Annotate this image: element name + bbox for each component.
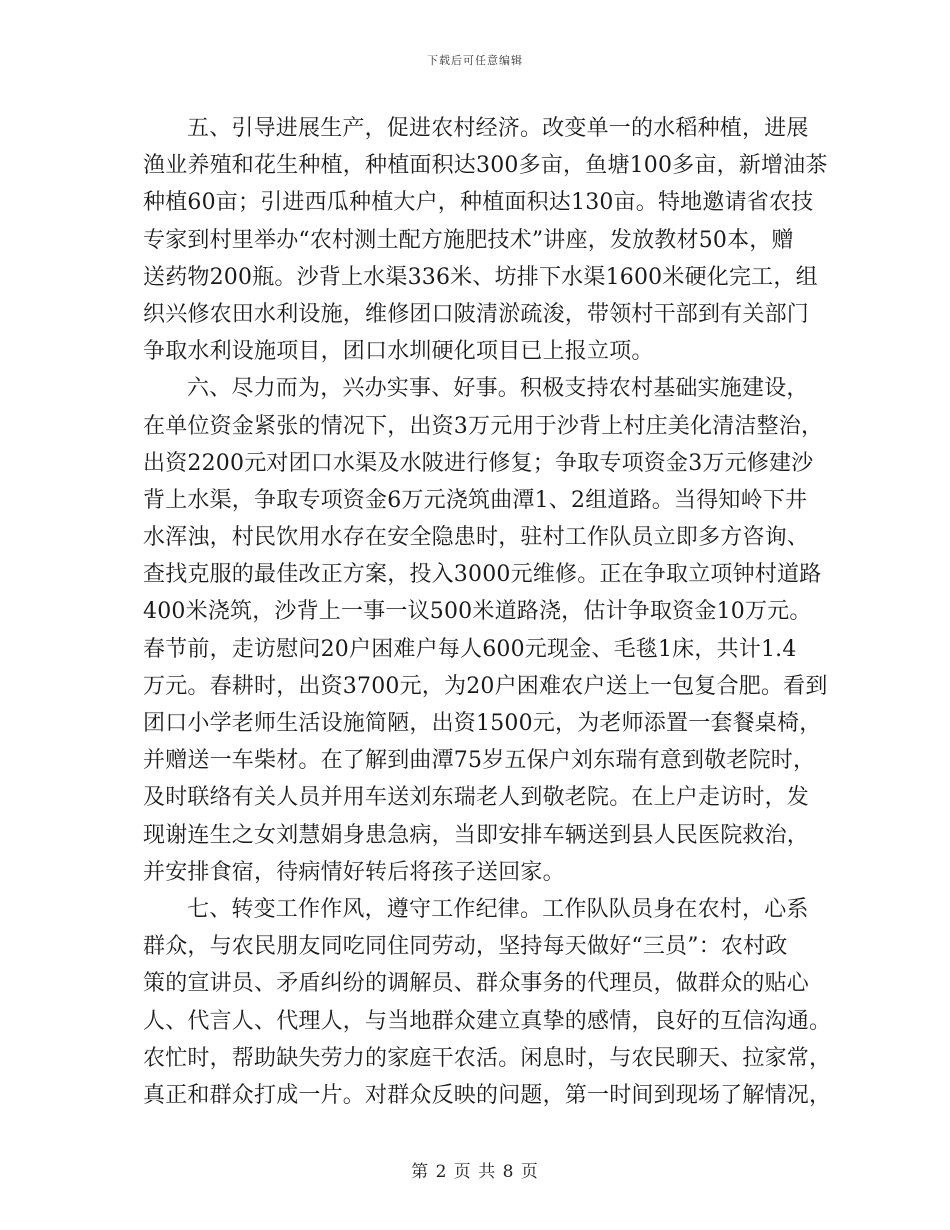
header-note: 下载后可任意编辑 bbox=[427, 54, 523, 67]
paragraph-7-line: 群众，与农民朋友同吃同住同劳动，坚持每天做好“三员”：农村政 bbox=[143, 934, 788, 960]
paragraph-5-line: 送药物200瓶。沙背上水渠336米、坊排下水渠1600米硬化完工，组 bbox=[143, 264, 818, 290]
paragraph-5-line: 织兴修农田水利设施，维修团口陂清淤疏浚，带领村干部到有关部门 bbox=[143, 301, 810, 327]
paragraph-6-line: 万元。春耕时，出资3700元，为20户困难农户送上一包复合肥。看到 bbox=[143, 673, 828, 699]
paragraph-7-line: 人、代言人、代理人，与当地群众建立真挚的感情，良好的互信沟通。 bbox=[143, 1008, 832, 1034]
paragraph-5-line: 争取水利设施项目，团口水圳硬化项目已上报立项。 bbox=[143, 339, 654, 365]
document-body bbox=[143, 110, 832, 1114]
paragraph-6-line: 查找克服的最佳改正方案，投入3000元维修。正在争取立项钟村道路 bbox=[143, 562, 822, 588]
paragraph-6-line: 并安排食宿，待病情好转后将孩子送回家。 bbox=[143, 859, 565, 885]
paragraph-5-line: 五、引导进展生产，促进农村经济。改变单一的水稻种植，进展 bbox=[187, 116, 809, 141]
paragraph-6-line: 400米浇筑，沙背上一事一议500米道路浇，估计争取资金10万元。 bbox=[143, 599, 812, 625]
paragraph-6-line: 并赠送一车柴材。在了解到曲潭75岁五保户刘东瑞有意到敬老院时， bbox=[143, 748, 816, 774]
paragraph-7-line: 农忙时，帮助缺失劳力的家庭干农活。闲息时，与农民聊天、拉家常， bbox=[143, 1045, 832, 1071]
paragraph-6-line: 六、尽力而为，兴办实事、好事。积极支持农村基础实施建设， bbox=[187, 376, 809, 402]
paragraph-7-line: 七、转变工作作风，遵守工作纪律。工作队队员身在农村，心系 bbox=[187, 896, 809, 922]
paragraph-7-line: 策的宣讲员、矛盾纠纷的调解员、群众事务的代理员，做群众的贴心 bbox=[143, 971, 810, 997]
paragraph-6-line: 出资2200元对团口水渠及水陂进行修复；争取专项资金3万元修建沙 bbox=[143, 450, 814, 476]
paragraph-6-line: 水浑浊，村民饮用水存在安全隐患时，驻村工作队员立即多方咨询、 bbox=[143, 525, 810, 551]
paragraph-6-line: 团口小学老师生活设施简陋，出资1500元，为老师添置一套餐桌椅， bbox=[143, 711, 822, 736]
paragraph-6-line: 现谢连生之女刘慧娟身患急病，当即安排车辆送到县人民医院救治， bbox=[143, 822, 810, 848]
paragraph-6-line: 及时联络有关人员并用车送刘东瑞老人到敬老院。在上户走访时，发 bbox=[143, 785, 810, 811]
page-number: 第 2 页 共 8 页 bbox=[411, 1162, 539, 1182]
paragraph-5-line: 渔业养殖和花生种植，种植面积达300多亩，鱼塘100多亩，新增油茶 bbox=[143, 153, 828, 179]
paragraph-5-line: 种植60亩；引进西瓜种植大户，种植面积达130亩。特地邀请省农技 bbox=[143, 190, 814, 216]
paragraph-7-line: 真正和群众打成一片。对群众反映的问题，第一时间到现场了解情况， bbox=[143, 1082, 832, 1108]
paragraph-6-line: 春节前，走访慰问20户困难户每人600元现金、毛毯1床，共计1.4 bbox=[143, 636, 797, 662]
paragraph-6-line: 在单位资金紧张的情况下，出资3万元用于沙背上村庄美化清洁整治， bbox=[143, 413, 824, 439]
paragraph-5-line: 专家到村里举办“农村测土配方施肥技术”讲座，发放教材50本，赠 bbox=[143, 227, 794, 253]
paragraph-6-line: 背上水渠，争取专项资金6万元浇筑曲潭1、2组道路。当得知岭下井 bbox=[143, 487, 808, 513]
